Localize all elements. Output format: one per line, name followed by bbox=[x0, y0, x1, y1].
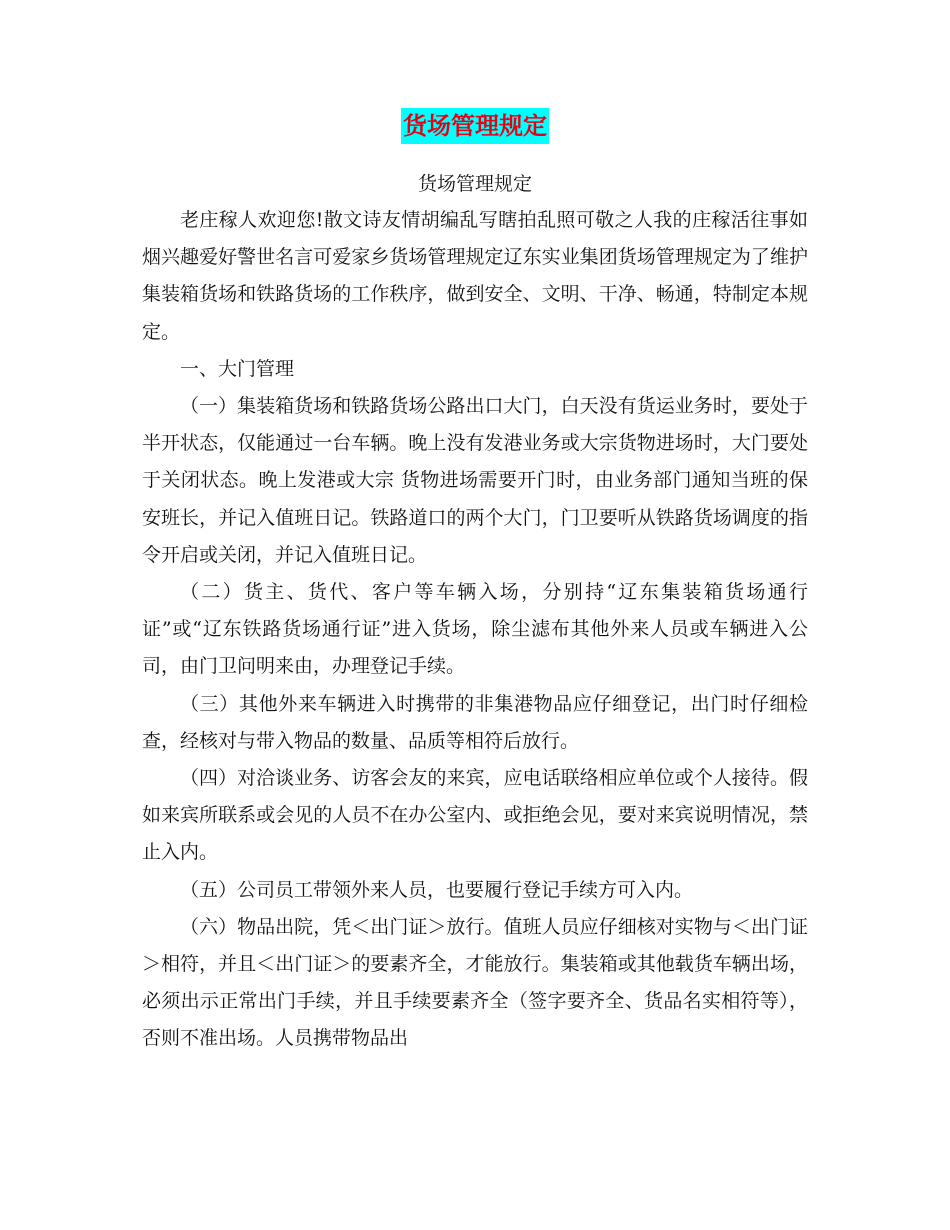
document-title: 货场管理规定 bbox=[401, 108, 549, 144]
document-body bbox=[142, 202, 808, 1058]
section-heading-gate: 一、大门管理 bbox=[180, 357, 295, 380]
paragraph-item-6: （六）物品出院，凭＜出门证＞放行。值班人员应仔细核对实物与＜出门证＞相符，并且＜出门证＞的要素齐全，才能放行。集装箱或其他载货车辆出场，必须出示正常出门手续，并且手续要素齐全（签字要齐全、货品名实相符等），否则不准出场。人员携带物品出 bbox=[142, 915, 808, 1050]
paragraph-item-5: （五）公司员工带领外来人员，也要履行登记手续方可入内。 bbox=[180, 878, 694, 901]
paragraph-item-1: （一）集装箱货场和铁路货场公路出口大门，白天没有货运业务时，要处于半开状态，仅能通过一台车辆。晚上没有发港业务或大宗货物进场时，大门要处于关闭状态。晚上发港或大宗 货物进场需要开门时，由业务部门通知当班的保安班长，并记入值班日记。铁路道口的两个大门，门卫要听从铁路货场调度的指令开启或关闭，并记入值班日记。 bbox=[142, 395, 808, 566]
paragraph-item-2: （二）货主、货代、客户等车辆入场，分别持“辽东集装箱货场通行证”或“辽东铁路货场通行证”进入货场，除尘滤布其他外来人员或车辆进入公司，由门卫问明来由，办理登记手续。 bbox=[142, 581, 808, 678]
paragraph-intro: 老庄稼人欢迎您!散文诗友情胡编乱写瞎拍乱照可敬之人我的庄稼活往事如烟兴趣爱好警世名言可爱家乡货场管理规定辽东实业集团货场管理规定为了维护集装箱货场和铁路货场的工作秩序，做到安全、文明、干净、畅通，特制定本规定。 bbox=[142, 209, 808, 343]
title-container bbox=[0, 108, 950, 144]
paragraph-item-3: （三）其他外来车辆进入时携带的非集港物品应仔细登记，出门时仔细检查，经核对与带入物品的数量、品质等相符后放行。 bbox=[142, 692, 808, 752]
document-subtitle: 货场管理规定 bbox=[417, 173, 532, 195]
paragraph-item-4: （四）对洽谈业务、访客会友的来宾，应电话联络相应单位或个人接待。假如来宾所联系或会见的人员不在办公室内、或拒绝会见，要对来宾说明情况，禁止入内。 bbox=[142, 767, 808, 864]
